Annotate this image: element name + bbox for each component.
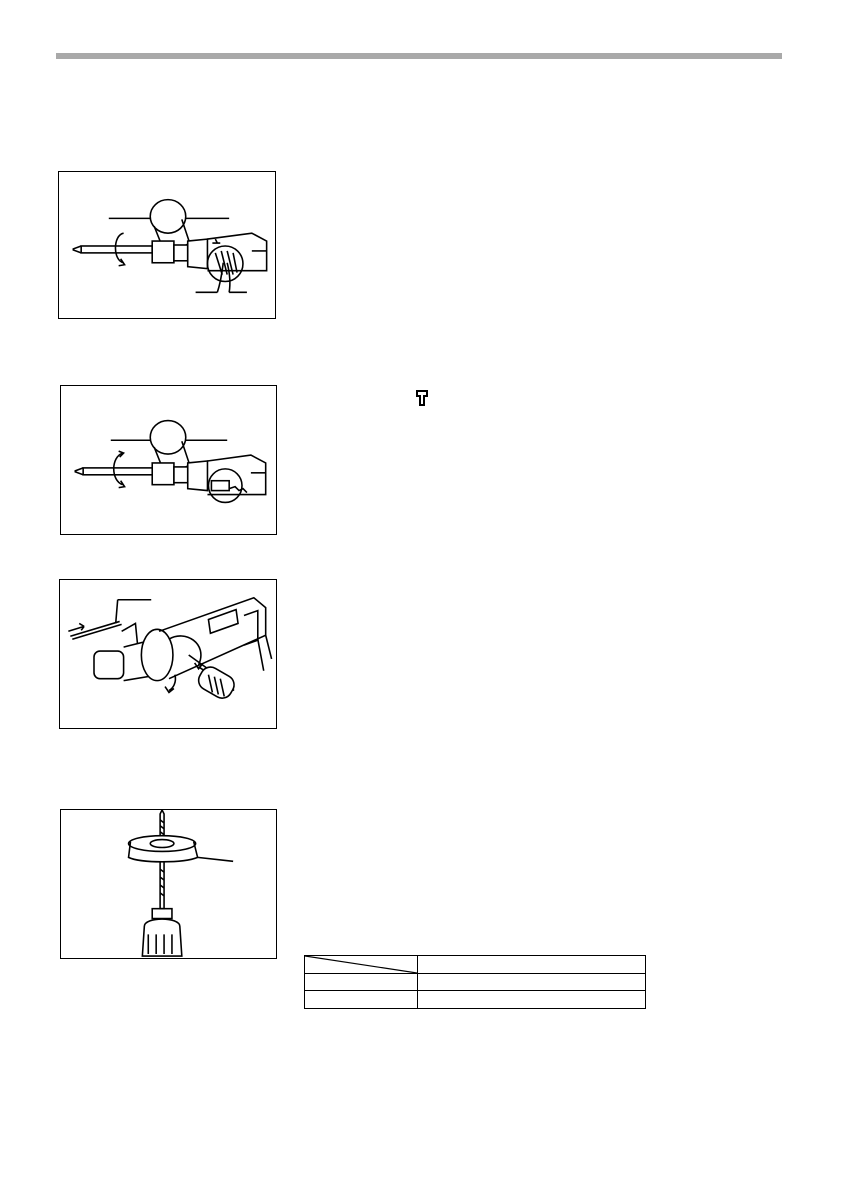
side-grip-illustration <box>60 580 276 728</box>
table-column-divider <box>417 956 418 1008</box>
figure-side-grip <box>59 579 277 729</box>
hammer-symbol-icon <box>414 388 430 408</box>
figure-chisel-locked <box>60 385 277 535</box>
figure-dust-cup <box>60 809 277 959</box>
figure-chisel-rotation <box>58 171 276 319</box>
chisel-locked-illustration <box>61 386 276 534</box>
specification-table <box>304 955 646 1009</box>
header-rule <box>56 53 782 59</box>
dust-cup-illustration <box>61 810 276 958</box>
chisel-rotation-illustration <box>59 172 275 318</box>
table-row <box>305 973 645 991</box>
table-diagonal-header <box>305 956 417 973</box>
